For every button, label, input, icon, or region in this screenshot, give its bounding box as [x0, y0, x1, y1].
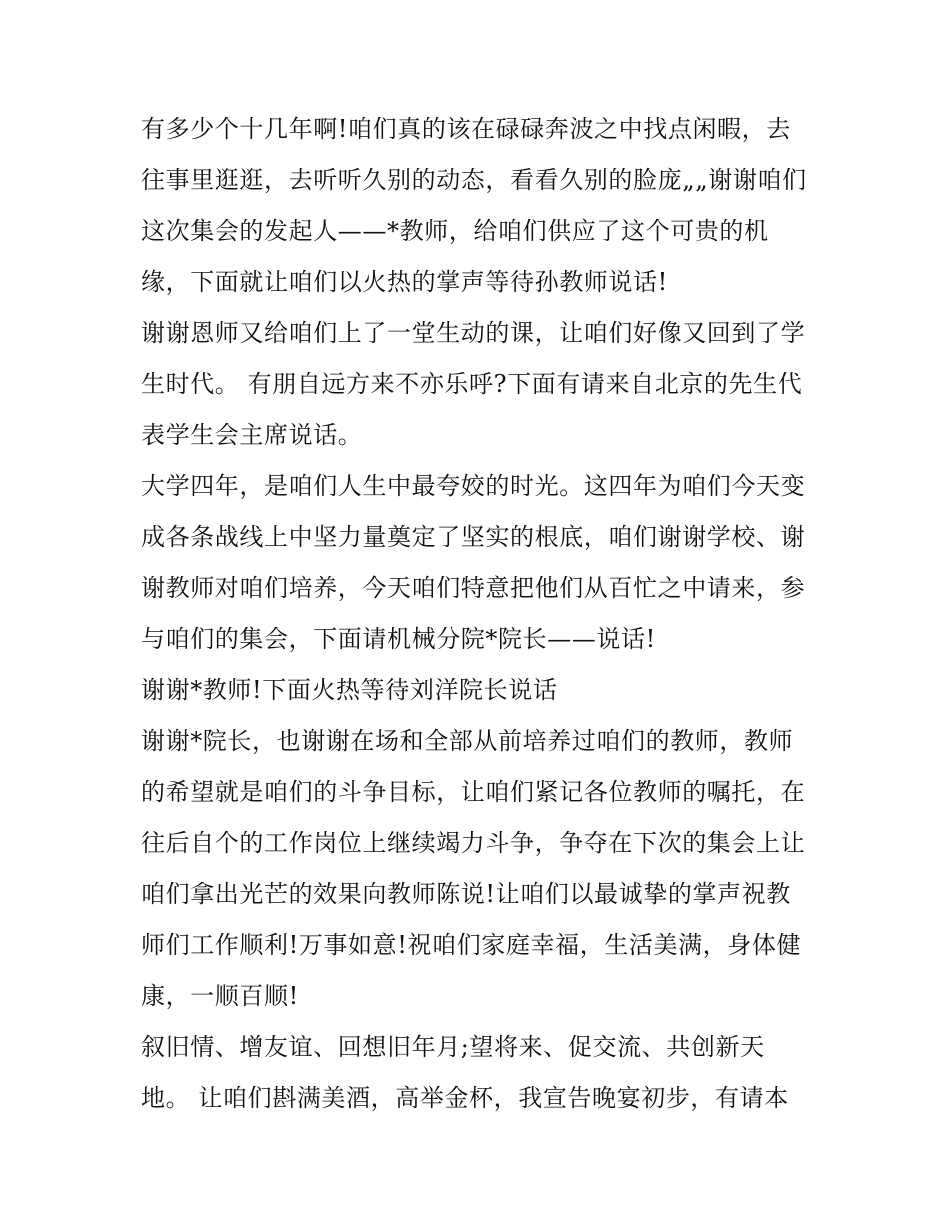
text-line: 往事里逛逛，去听听久别的动态，看看久别的脸庞„„谢谢咱们: [141, 166, 807, 194]
text-line: 往后自个的工作岗位上继续竭力斗争，争夺在下次的集会上让: [141, 829, 806, 857]
text-line: 谢教师对咱们培养，今天咱们特意把他们从百忙之中请来，参: [141, 574, 806, 602]
text-line: 的希望就是咱们的斗争目标，让咱们紧记各位教师的嘱托，在: [141, 778, 806, 806]
text-line: 表学生会主席说话。: [141, 421, 363, 449]
text-line: 谢谢恩师又给咱们上了一堂生动的课，让咱们好像又回到了学: [141, 319, 806, 347]
text-line: 咱们拿出光芒的效果向教师陈说!让咱们以最诚挚的掌声祝教: [141, 880, 791, 908]
document-body: [141, 104, 821, 1124]
text-line: 谢谢*教师!下面火热等待刘洋院长说话: [141, 676, 558, 704]
text-line: 与咱们的集会，下面请机械分院*院长——说话!: [141, 625, 656, 653]
text-line: 这次集会的发起人——*教师，给咱们供应了这个可贵的机: [141, 217, 769, 245]
text-line: 生时代。 有朋自远方来不亦乐呼?下面有请来自北京的先生代: [141, 370, 803, 398]
text-line: 成各条战线上中坚力量奠定了坚实的根底，咱们谢谢学校、谢: [141, 523, 806, 551]
text-line: 叙旧情、增友谊、回想旧年月;望将来、促交流、共创新天: [141, 1033, 765, 1061]
text-line: 有多少个十几年啊!咱们真的该在碌碌奔波之中找点闲暇，去: [141, 115, 791, 143]
text-line: 康，一顺百顺!: [141, 982, 299, 1010]
text-line: 地。 让咱们斟满美酒，高举金杯，我宣告晚宴初步，有请本: [141, 1084, 789, 1112]
text-line: 缘，下面就让咱们以火热的掌声等待孙教师说话!: [141, 268, 668, 296]
text-line: 谢谢*院长，也谢谢在场和全部从前培养过咱们的教师，教师: [141, 727, 794, 755]
text-line: 师们工作顺利!万事如意!祝咱们家庭幸福，生活美满，身体健: [141, 931, 802, 959]
text-line: 大学四年，是咱们人生中最夸姣的时光。这四年为咱们今天变: [141, 472, 806, 500]
